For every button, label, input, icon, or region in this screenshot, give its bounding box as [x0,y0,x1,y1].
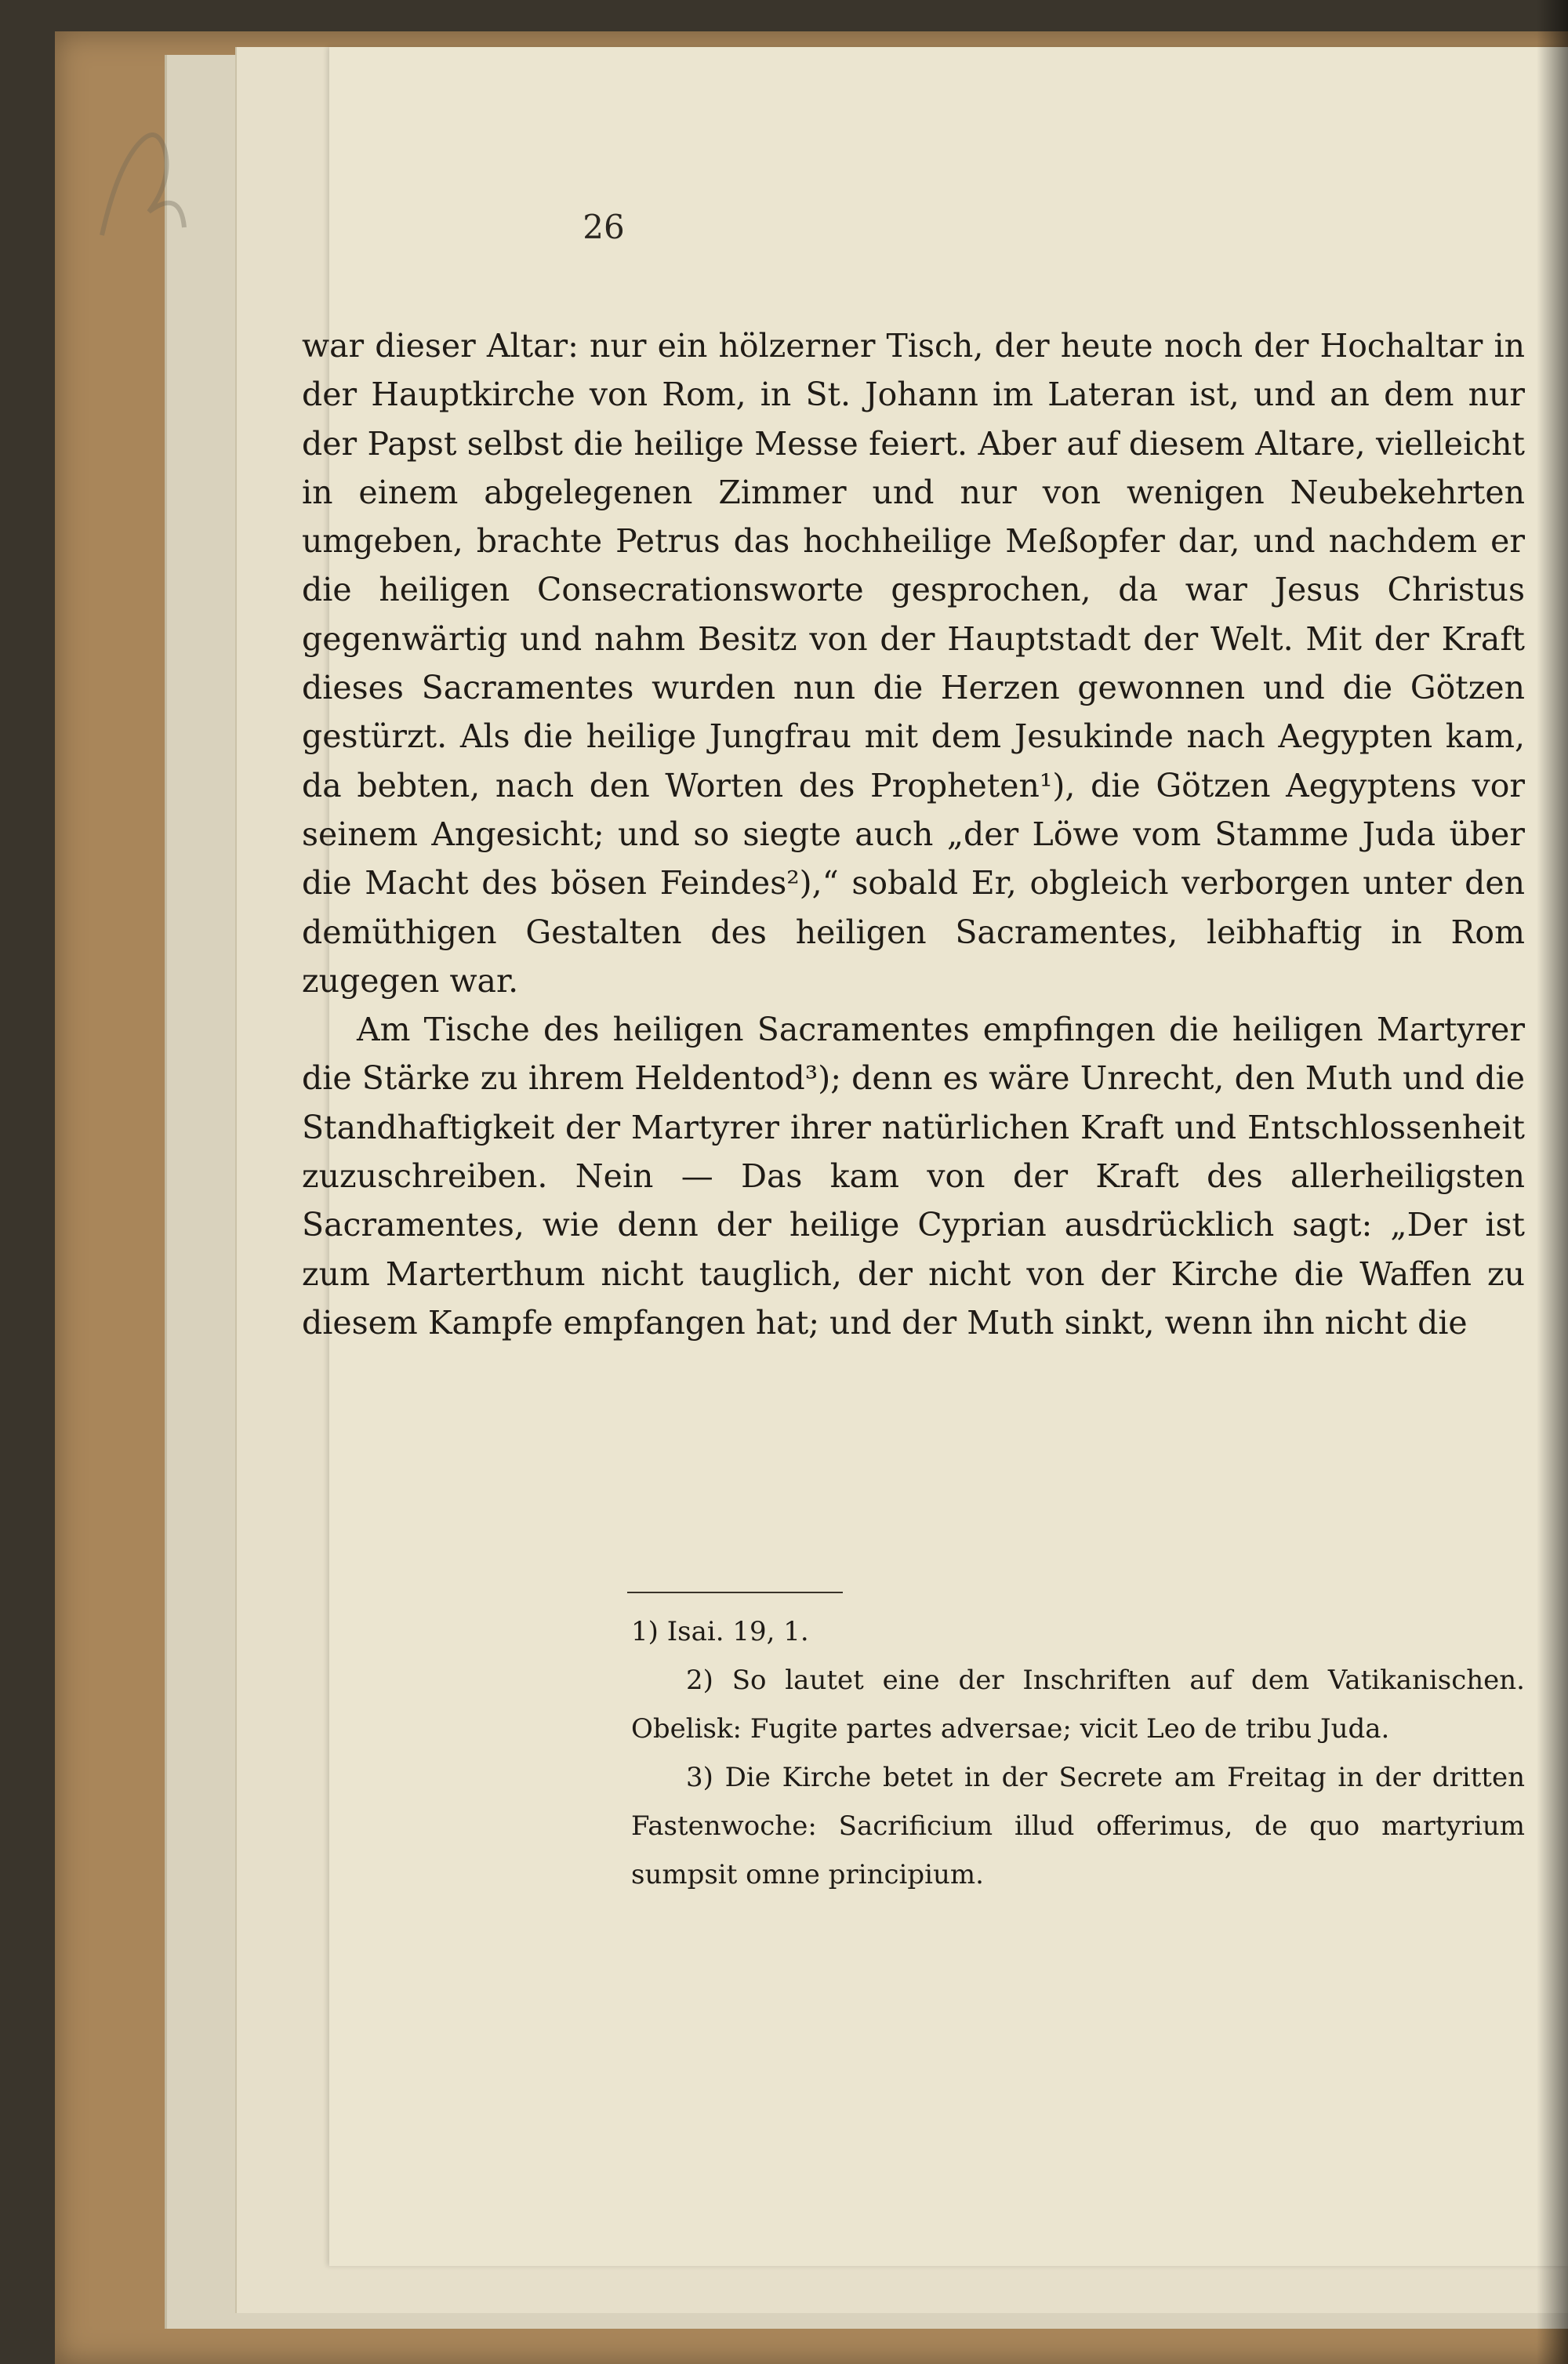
page-number: 26 [583,208,625,246]
paragraph-2: Am Tische des heiligen Sacramentes empfingen die heiligen Martyrer die Stärke zu ihrem Heldentod³); denn es wäre Unrecht, den Muth und die Standhaftigkeit der Martyrer ihrer natürlichen Kraft und Entschlossenheit zuzuschreiben. Nein — Das kam von der Kraft des allerheiligsten Sacramentes, wie denn der heilige Cyprian ausdrücklich sagt: „Der ist zum Marterthum nicht tauglich, der nicht von der Kirche die Waffen zu diesem Kampfe empfangen hat; und der Muth sinkt, wenn ihn nicht die [302,1011,1525,1342]
footnote-2: 2) So lautet eine der Inschriften auf dem Vatikanischen. Obelisk: Fugite partes adversae; vicit Leo de tribu Juda. [631,1665,1525,1745]
paragraph-1: war dieser Altar: nur ein hölzerner Tisch, der heute noch der Hochaltar in der Hauptkirche von Rom, in St. Johann im Lateran ist, und an dem nur der Papst selbst die heilige Messe feiert. Aber auf diesem Altare, vielleicht in einem abgelegenen Zimmer und nur von wenigen Neubekehrten umgeben, brachte Petrus das hochheilige Meßopfer dar, und nachdem er die heiligen Consecrationsworte gesprochen, da war Jesus Christus gegenwärtig und nahm Besitz von der Hauptstadt der Welt. Mit der Kraft dieses Sacramentes wurden nun die Herzen gewonnen und die Götzen gestürzt. Als die heilige Jungfrau mit dem Jesukinde nach Aegypten kam, da bebten, nach den Worten des Propheten¹), die Götzen Aegyptens vor seinem Angesicht; und so siegte auch „der Löwe vom Stamme Juda über die Macht des bösen Feindes²),“ sobald Er, obgleich verborgen unter den demüthigen Gestalten des heiligen Sacramentes, leibhaftig in Rom zugegen war. [302,327,1525,1000]
footnote-3: 3) Die Kirche betet in der Secrete am Freitag in der dritten Fastenwoche: Sacrificium illud offerimus, de quo martyrium sumpsit omne principium. [631,1762,1525,1890]
footnote-divider [627,1592,843,1593]
scan-edge-shadow [1537,0,1568,2364]
footnote-1: 1) Isai. 19, 1. [631,1616,809,1647]
body-text [302,321,1525,1347]
footnotes [631,1607,1525,1899]
